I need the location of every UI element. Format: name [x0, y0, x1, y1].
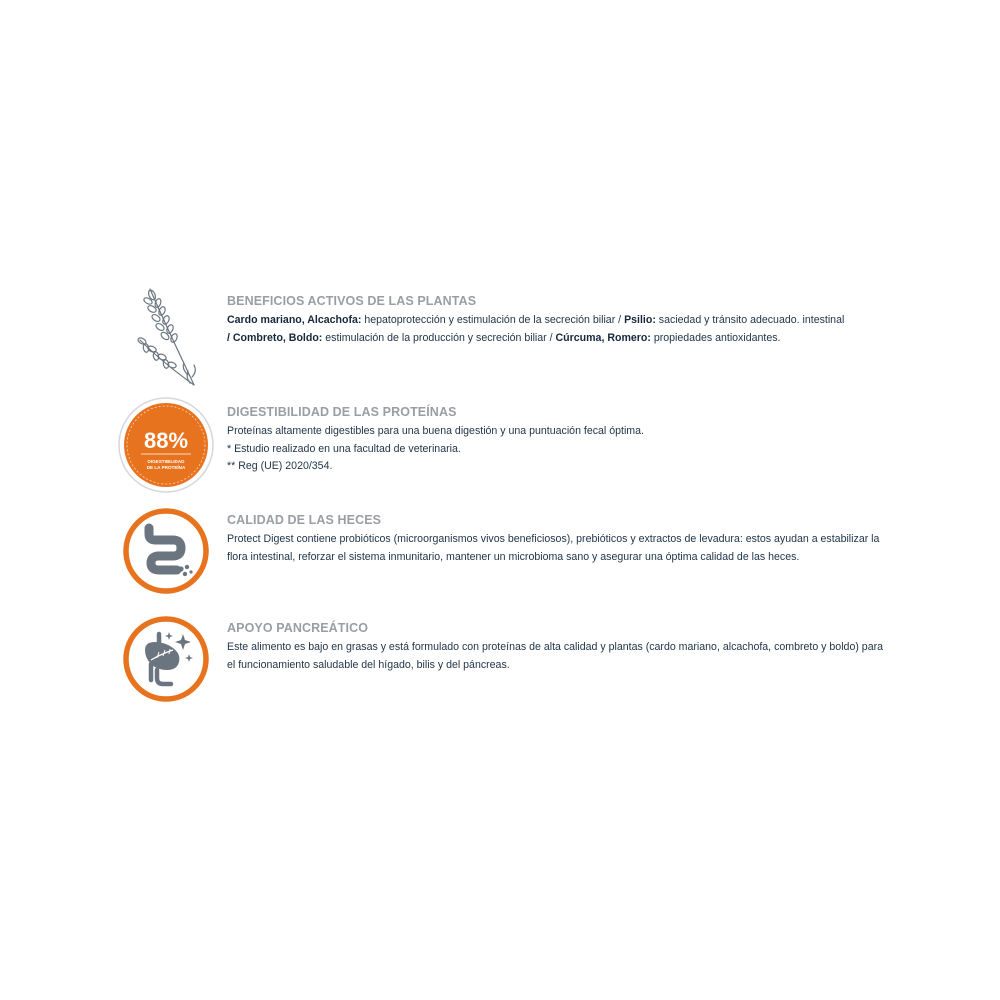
badge-label-1: DIGESTIBILIDAD — [147, 459, 185, 464]
feature-pancreas-text — [227, 620, 887, 674]
liver-pancreas-icon — [121, 614, 211, 704]
feature-feces-text — [227, 512, 887, 566]
body-line: ** Reg (UE) 2020/354. — [227, 460, 333, 472]
feature-body: Este alimento es bajo en grasas y está formulado con proteínas de alta calidad y plantas (cardo mariano, alcachofa, combreto y boldo) para el funcionamiento saludable del hígado, bilis y del páncreas. — [227, 641, 884, 671]
feature-title: CALIDAD DE LAS HECES — [227, 513, 382, 527]
bold-label: Cúrcuma, Romero: — [555, 331, 651, 344]
body-segment: propiedades antioxidantes. — [650, 331, 781, 344]
body-line: Proteínas altamente digestibles para una buena digestión y una puntuación fecal óptima. — [227, 425, 644, 437]
body-segment: estimulación de la producción y secreción biliar / — [322, 331, 556, 344]
badge-label-2: DE LA PROTEÍNA — [146, 465, 186, 470]
body-line: * Estudio realizado en una facultad de veterinaria. — [227, 442, 461, 455]
feature-title: BENEFICIOS ACTIVOS DE LAS PLANTAS — [227, 294, 477, 308]
feature-body — [227, 312, 887, 347]
protein-badge-icon — [117, 396, 215, 494]
bold-label: Cardo mariano, Alcachofa: — [227, 314, 362, 326]
body-segment: saciedad y tránsito adecuado. intestinal — [655, 314, 845, 326]
feature-title: DIGESTIBILIDAD DE LAS PROTEÍNAS — [227, 405, 457, 419]
body-segment: hepatoprotección y estimulación de la secreción biliar / — [361, 314, 625, 326]
intestine-icon — [121, 506, 211, 596]
feature-plants-text — [227, 293, 887, 347]
bold-label: Psilio: — [624, 314, 656, 326]
feature-body: Protect Digest contiene probióticos (microorganismos vivos beneficiosos), prebióticos y extractos de levadura: estos ayudan a estabilizar la flora intestinal, reforzar el sistema inmunitario, mantener un microbioma sano y asegurar una óptima calidad de las heces. — [227, 533, 880, 563]
feature-title: APOYO PANCREÁTICO — [227, 621, 369, 635]
bold-label: / Combreto, Boldo: — [227, 331, 323, 344]
feature-body — [227, 423, 887, 476]
feature-protein-text — [227, 404, 887, 476]
lavender-plant-icon — [130, 285, 202, 389]
badge-value: 88% — [143, 428, 189, 453]
